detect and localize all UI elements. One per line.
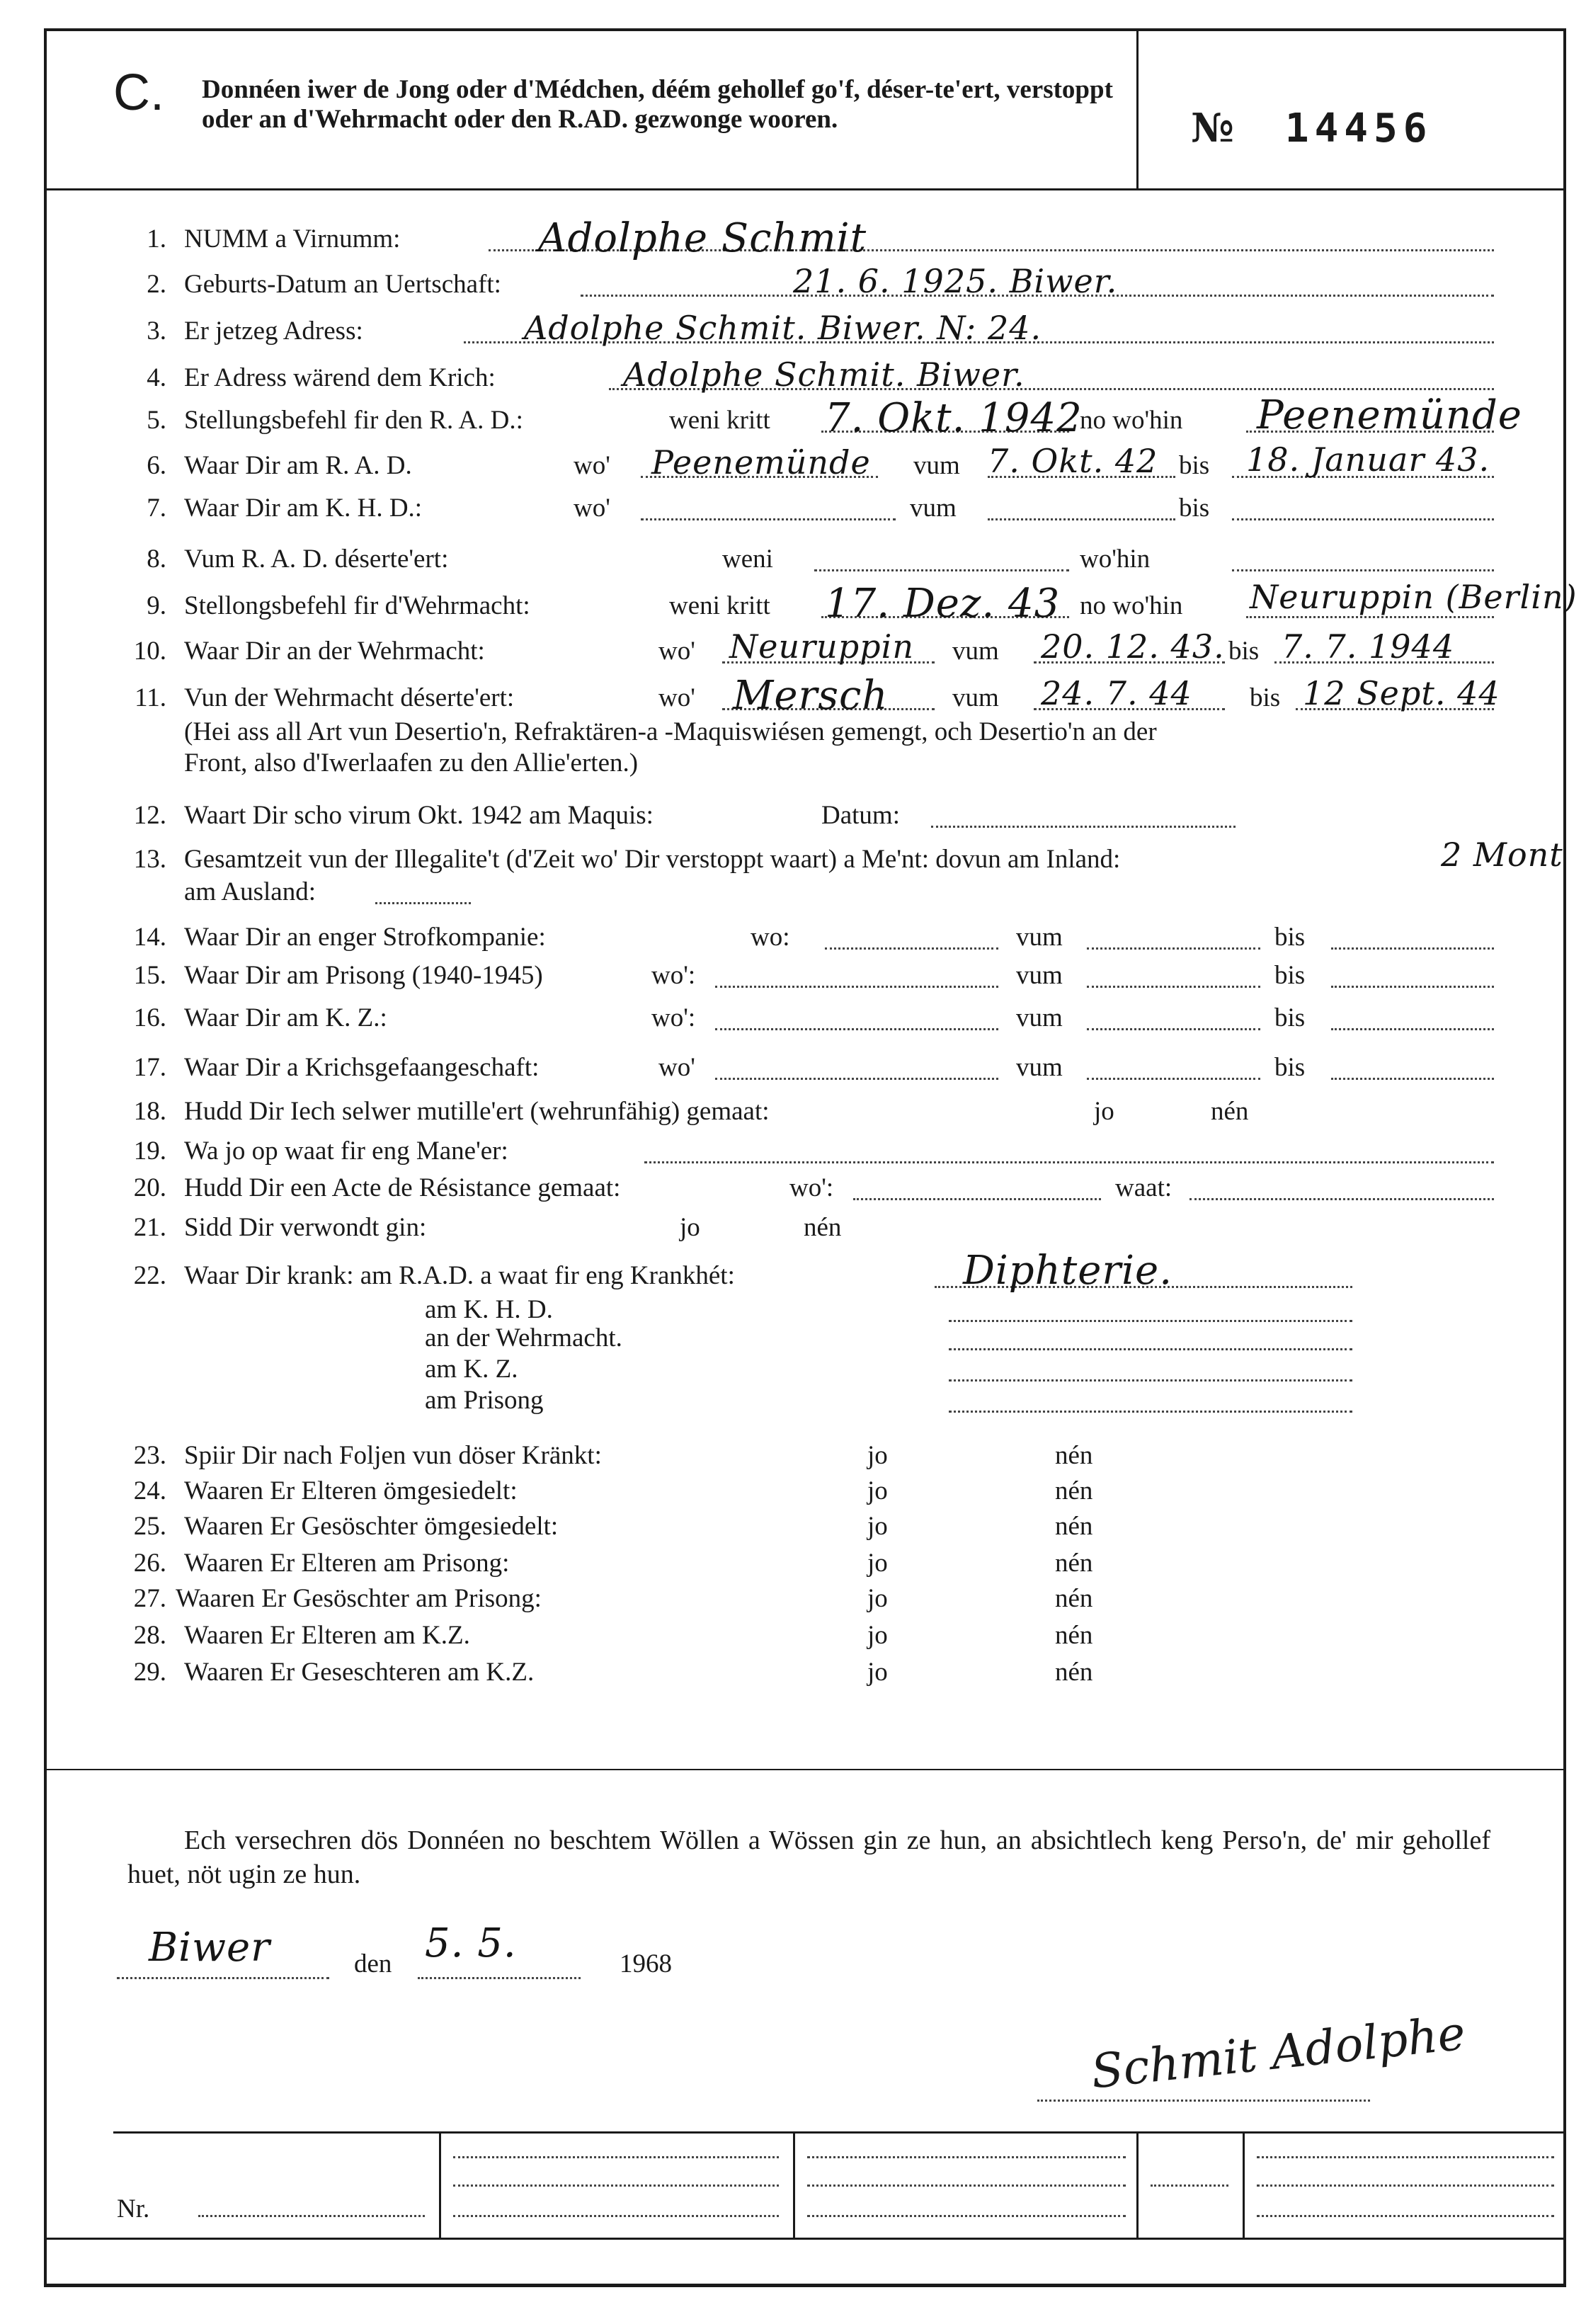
field-cont-26-line bbox=[949, 1348, 1352, 1350]
field-cont-25-line bbox=[949, 1320, 1352, 1322]
field-16-where-line bbox=[715, 1028, 998, 1030]
field-10-where-label: wo' bbox=[658, 637, 695, 666]
field-11-from-value: 24. 7. 44 bbox=[1041, 674, 1192, 712]
field-cont-12-label: Front, also d'Iwerlaafen zu den Allie'erten.) bbox=[184, 748, 639, 777]
field-25-number: 25. bbox=[133, 1512, 166, 1541]
field-11-to-label: bis bbox=[1250, 683, 1281, 712]
field-cont-25-label: am K. H. D. bbox=[425, 1295, 553, 1324]
footer-line-4a bbox=[1257, 2156, 1554, 2158]
nr-label: Nr. bbox=[117, 2194, 150, 2223]
field-27-label: Waaren Er Gesöschter am Prisong: bbox=[176, 1584, 542, 1613]
field-cont-27-label: am K. Z. bbox=[425, 1355, 518, 1384]
field-15-label: Waar Dir am Prisong (1940-1945) bbox=[184, 961, 543, 990]
den-label: den bbox=[354, 1949, 392, 1978]
field-21-no-option: nén bbox=[804, 1213, 842, 1242]
field-22-label: Waar Dir krank: am R.A.D. a waat fir eng Krankhét: bbox=[184, 1261, 735, 1290]
field-20-where-line bbox=[853, 1198, 1101, 1200]
field-14-where-label: wo: bbox=[751, 923, 790, 952]
declaration-rule bbox=[44, 1769, 1566, 1770]
field-16-from-line bbox=[1087, 1028, 1260, 1030]
signing-place: Biwer bbox=[149, 1925, 270, 1971]
field-3-value: Adolphe Schmit. Biwer. N: 24. bbox=[524, 309, 1042, 347]
field-20-label: Hudd Dir een Acte de Résistance gemaat: bbox=[184, 1173, 621, 1202]
field-18-no-option: nén bbox=[1211, 1097, 1249, 1126]
field-23-yes-option: jo bbox=[867, 1441, 888, 1470]
field-5-number: 5. bbox=[147, 406, 166, 435]
field-8-label: Vum R. A. D. déserte'ert: bbox=[184, 545, 449, 574]
footer-line-2b bbox=[807, 2185, 1126, 2187]
form-title: Donnéen iwer de Jong oder d'Médchen, déém gehollef go'f, déser-te'ert, verstoppt oder an d'Wehrmacht oder den R.AD. gezwonge wooren. bbox=[202, 75, 1113, 134]
number-sign: № bbox=[1191, 105, 1236, 152]
field-cont-15-line bbox=[375, 902, 471, 904]
field-9-where-line bbox=[1246, 616, 1494, 618]
field-25-no-option: nén bbox=[1055, 1512, 1093, 1541]
field-16-to-line bbox=[1331, 1028, 1494, 1030]
field-11-where-label: wo' bbox=[658, 683, 695, 712]
field-cont-28-line bbox=[949, 1411, 1352, 1413]
field-11-where-value: Mersch bbox=[733, 673, 889, 719]
field-10-from-value: 20. 12. 43. bbox=[1041, 627, 1225, 666]
field-16-where-label: wo': bbox=[651, 1003, 696, 1032]
field-29-no-option: nén bbox=[1055, 1658, 1093, 1687]
form-section-letter: C. bbox=[113, 64, 164, 121]
field-4-label: Er Adress wärend dem Krich: bbox=[184, 363, 496, 392]
field-6-number: 6. bbox=[147, 451, 166, 480]
field-20-what-label: waat: bbox=[1115, 1173, 1173, 1202]
field-14-from-label: vum bbox=[1016, 923, 1063, 952]
field-17-from-line bbox=[1087, 1078, 1260, 1080]
field-9-where-label: no wo'hin bbox=[1080, 591, 1183, 620]
field-cont-11-label: (Hei ass all Art vun Desertio'n, Refraktären-a -Maquiswiésen gemengt, och Desertio'n an der bbox=[184, 717, 1157, 746]
field-21-number: 21. bbox=[133, 1213, 166, 1242]
field-8-where-label: wo'hin bbox=[1080, 545, 1151, 574]
form-number-value: 14456 bbox=[1284, 106, 1433, 152]
field-11-from-label: vum bbox=[952, 683, 999, 712]
field-28-number: 28. bbox=[133, 1621, 166, 1650]
field-19-label: Wa jo op waat fir eng Mane'er: bbox=[184, 1137, 508, 1166]
field-12-date-line bbox=[931, 826, 1236, 828]
field-17-where-line bbox=[715, 1078, 998, 1080]
field-25-yes-option: jo bbox=[867, 1512, 888, 1541]
header-rule bbox=[44, 188, 1566, 190]
field-26-label: Waaren Er Elteren am Prisong: bbox=[184, 1549, 510, 1578]
footer-line-2c bbox=[807, 2215, 1126, 2217]
field-14-to-label: bis bbox=[1274, 923, 1306, 952]
field-12-label: Waart Dir scho virum Okt. 1942 am Maquis: bbox=[184, 801, 654, 830]
field-cont-27-line bbox=[949, 1379, 1352, 1382]
field-1-label: NUMM a Virnumm: bbox=[184, 224, 401, 254]
field-13-label: Gesamtzeit vun der Illegalite't (d'Zeit wo' Dir verstoppt waart) a Me'nt: dovun am Inland: bbox=[184, 845, 1121, 874]
field-15-where-label: wo': bbox=[651, 961, 696, 990]
field-27-number: 27. bbox=[133, 1584, 166, 1613]
signing-year: 1968 bbox=[620, 1949, 672, 1978]
field-28-no-option: nén bbox=[1055, 1621, 1093, 1650]
field-9-label: Stellongsbefehl fir d'Wehrmacht: bbox=[184, 591, 530, 620]
field-27-yes-option: jo bbox=[867, 1584, 888, 1613]
field-24-number: 24. bbox=[133, 1476, 166, 1505]
footer-line-1b bbox=[453, 2185, 779, 2187]
field-15-from-label: vum bbox=[1016, 961, 1063, 990]
field-26-no-option: nén bbox=[1055, 1549, 1093, 1578]
field-6-from-label: vum bbox=[913, 451, 960, 480]
field-6-to-value: 18. Januar 43. bbox=[1246, 440, 1490, 479]
field-9-where-value: Neuruppin (Berlin) bbox=[1250, 578, 1578, 616]
field-20-where-label: wo': bbox=[789, 1173, 834, 1202]
field-18-number: 18. bbox=[133, 1097, 166, 1126]
field-cont-15-label: am Ausland: bbox=[184, 877, 316, 906]
field-24-label: Waaren Er Elteren ömgesiedelt: bbox=[184, 1476, 518, 1505]
field-28-label: Waaren Er Elteren am K.Z. bbox=[184, 1621, 470, 1650]
field-10-where-value: Neuruppin bbox=[729, 627, 914, 666]
signing-date: 5. 5. bbox=[425, 1920, 517, 1966]
footer-divider-4 bbox=[1243, 2131, 1245, 2238]
field-22-value: Diphterie. bbox=[963, 1248, 1173, 1294]
footer-divider-1 bbox=[439, 2131, 441, 2238]
field-2-value: 21. 6. 1925. Biwer. bbox=[793, 262, 1118, 300]
footer-line-3 bbox=[1151, 2185, 1228, 2187]
field-18-yes-option: jo bbox=[1094, 1097, 1114, 1126]
field-17-to-label: bis bbox=[1274, 1053, 1306, 1082]
footer-line-1a bbox=[453, 2156, 779, 2158]
field-5-when-label: weni kritt bbox=[669, 406, 770, 435]
field-14-to-line bbox=[1331, 947, 1494, 950]
field-4-number: 4. bbox=[147, 363, 166, 392]
field-11-number: 11. bbox=[135, 683, 166, 712]
field-16-label: Waar Dir am K. Z.: bbox=[184, 1003, 387, 1032]
header-divider bbox=[1136, 28, 1139, 188]
field-7-from-label: vum bbox=[910, 494, 957, 523]
field-10-number: 10. bbox=[133, 637, 166, 666]
field-8-where-line bbox=[1232, 569, 1494, 571]
field-7-label: Waar Dir am K. H. D.: bbox=[184, 494, 423, 523]
field-24-no-option: nén bbox=[1055, 1476, 1093, 1505]
field-14-from-line bbox=[1087, 947, 1260, 950]
field-21-label: Sidd Dir verwondt gin: bbox=[184, 1213, 427, 1242]
field-4-value: Adolphe Schmit. Biwer. bbox=[623, 355, 1025, 394]
signature: Schmit Adolphe bbox=[1088, 2005, 1468, 2100]
nr-line bbox=[198, 2215, 425, 2217]
field-5-when-value: 7. Okt. 1942 bbox=[825, 395, 1083, 441]
field-22-number: 22. bbox=[133, 1261, 166, 1290]
field-cont-28-label: am Prisong bbox=[425, 1386, 544, 1415]
field-6-to-label: bis bbox=[1179, 451, 1210, 480]
field-10-label: Waar Dir an der Wehrmacht: bbox=[184, 637, 485, 666]
field-9-number: 9. bbox=[147, 591, 166, 620]
field-19-line bbox=[644, 1161, 1494, 1163]
date-line bbox=[418, 1977, 581, 1979]
field-20-what-line bbox=[1190, 1198, 1494, 1200]
field-15-to-line bbox=[1331, 986, 1494, 988]
field-8-when-line bbox=[814, 569, 1069, 571]
field-9-when-value: 17. Dez. 43 bbox=[825, 581, 1061, 627]
field-16-from-label: vum bbox=[1016, 1003, 1063, 1032]
field-14-where-line bbox=[825, 947, 998, 950]
footer-line-4c bbox=[1257, 2215, 1554, 2217]
field-15-number: 15. bbox=[133, 961, 166, 990]
field-3-label: Er jetzeg Adress: bbox=[184, 317, 363, 346]
field-18-label: Hudd Dir Iech selwer mutille'ert (wehrunfähig) gemaat: bbox=[184, 1097, 770, 1126]
field-24-yes-option: jo bbox=[867, 1476, 888, 1505]
field-6-where-value: Peenemünde bbox=[651, 443, 871, 482]
field-15-from-line bbox=[1087, 986, 1260, 988]
field-25-label: Waaren Er Gesöschter ömgesiedelt: bbox=[184, 1512, 559, 1541]
field-1-number: 1. bbox=[147, 224, 166, 254]
field-5-where-value: Peenemünde bbox=[1257, 392, 1522, 438]
field-10-to-value: 7. 7. 1944 bbox=[1282, 627, 1455, 666]
footer-rule-bottom bbox=[44, 2238, 1566, 2240]
field-6-label: Waar Dir am R. A. D. bbox=[184, 451, 412, 480]
footer-rule-top bbox=[113, 2131, 1566, 2134]
field-23-no-option: nén bbox=[1055, 1441, 1093, 1470]
field-8-when-label: weni bbox=[722, 545, 773, 574]
field-7-to-line bbox=[1232, 518, 1494, 520]
field-11-label: Vun der Wehrmacht déserte'ert: bbox=[184, 683, 515, 712]
place-line bbox=[117, 1977, 329, 1979]
field-7-where-line bbox=[641, 518, 896, 520]
field-20-number: 20. bbox=[133, 1173, 166, 1202]
field-3-number: 3. bbox=[147, 317, 166, 346]
field-5-label: Stellungsbefehl fir den R. A. D.: bbox=[184, 406, 523, 435]
signature-line bbox=[1037, 2100, 1370, 2102]
footer-line-2a bbox=[807, 2156, 1126, 2158]
field-23-number: 23. bbox=[133, 1441, 166, 1470]
field-17-where-label: wo' bbox=[658, 1053, 695, 1082]
field-15-to-label: bis bbox=[1274, 961, 1306, 990]
field-7-number: 7. bbox=[147, 494, 166, 523]
field-8-number: 8. bbox=[147, 545, 166, 574]
field-14-label: Waar Dir an enger Strofkompanie: bbox=[184, 923, 546, 952]
field-7-to-label: bis bbox=[1179, 494, 1210, 523]
field-2-label: Geburts-Datum an Uertschaft: bbox=[184, 270, 501, 299]
field-12-date-label: Datum: bbox=[821, 801, 900, 830]
field-10-from-label: vum bbox=[952, 637, 999, 666]
field-17-label: Waar Dir a Krichsgefaangeschaft: bbox=[184, 1053, 540, 1082]
field-29-label: Waaren Er Geseschteren am K.Z. bbox=[184, 1658, 535, 1687]
footer-divider-2 bbox=[793, 2131, 795, 2238]
field-29-yes-option: jo bbox=[867, 1658, 888, 1687]
field-12-number: 12. bbox=[133, 801, 166, 830]
field-13-value: 2 Mont bbox=[1441, 836, 1563, 874]
field-28-yes-option: jo bbox=[867, 1621, 888, 1650]
field-17-from-label: vum bbox=[1016, 1053, 1063, 1082]
field-cont-26-label: an der Wehrmacht. bbox=[425, 1323, 622, 1352]
declaration-text: Ech versechren dös Donnéen no beschtem Wöllen a Wössen gin ze hun, an absichtlech keng Perso'n, de' mir gehollef huet, nöt ugin ze hun. bbox=[127, 1825, 1490, 1889]
field-26-number: 26. bbox=[133, 1549, 166, 1578]
field-6-from-value: 7. Okt. 42 bbox=[988, 442, 1158, 480]
field-7-from-line bbox=[988, 518, 1175, 520]
field-23-label: Spiir Dir nach Foljen vun döser Kränkt: bbox=[184, 1441, 602, 1470]
form-number bbox=[1191, 105, 1432, 152]
field-11-to-value: 12 Sept. 44 bbox=[1303, 674, 1500, 712]
field-16-number: 16. bbox=[133, 1003, 166, 1032]
field-26-yes-option: jo bbox=[867, 1549, 888, 1578]
footer-line-4b bbox=[1257, 2185, 1554, 2187]
field-29-number: 29. bbox=[133, 1658, 166, 1687]
field-17-to-line bbox=[1331, 1078, 1494, 1080]
field-14-number: 14. bbox=[133, 923, 166, 952]
field-6-where-label: wo' bbox=[574, 451, 610, 480]
field-1-value: Adolphe Schmit bbox=[538, 215, 867, 261]
field-5-where-label: no wo'hin bbox=[1080, 406, 1183, 435]
field-16-to-label: bis bbox=[1274, 1003, 1306, 1032]
field-10-to-label: bis bbox=[1228, 637, 1260, 666]
field-17-number: 17. bbox=[133, 1053, 166, 1082]
footer-divider-3 bbox=[1136, 2131, 1139, 2238]
field-15-where-line bbox=[715, 986, 998, 988]
field-27-no-option: nén bbox=[1055, 1584, 1093, 1613]
field-13-number: 13. bbox=[133, 845, 166, 874]
field-7-where-label: wo' bbox=[574, 494, 610, 523]
field-2-number: 2. bbox=[147, 270, 166, 299]
field-9-when-label: weni kritt bbox=[669, 591, 770, 620]
field-21-yes-option: jo bbox=[680, 1213, 700, 1242]
field-19-number: 19. bbox=[133, 1137, 166, 1166]
footer-line-1c bbox=[453, 2215, 779, 2217]
